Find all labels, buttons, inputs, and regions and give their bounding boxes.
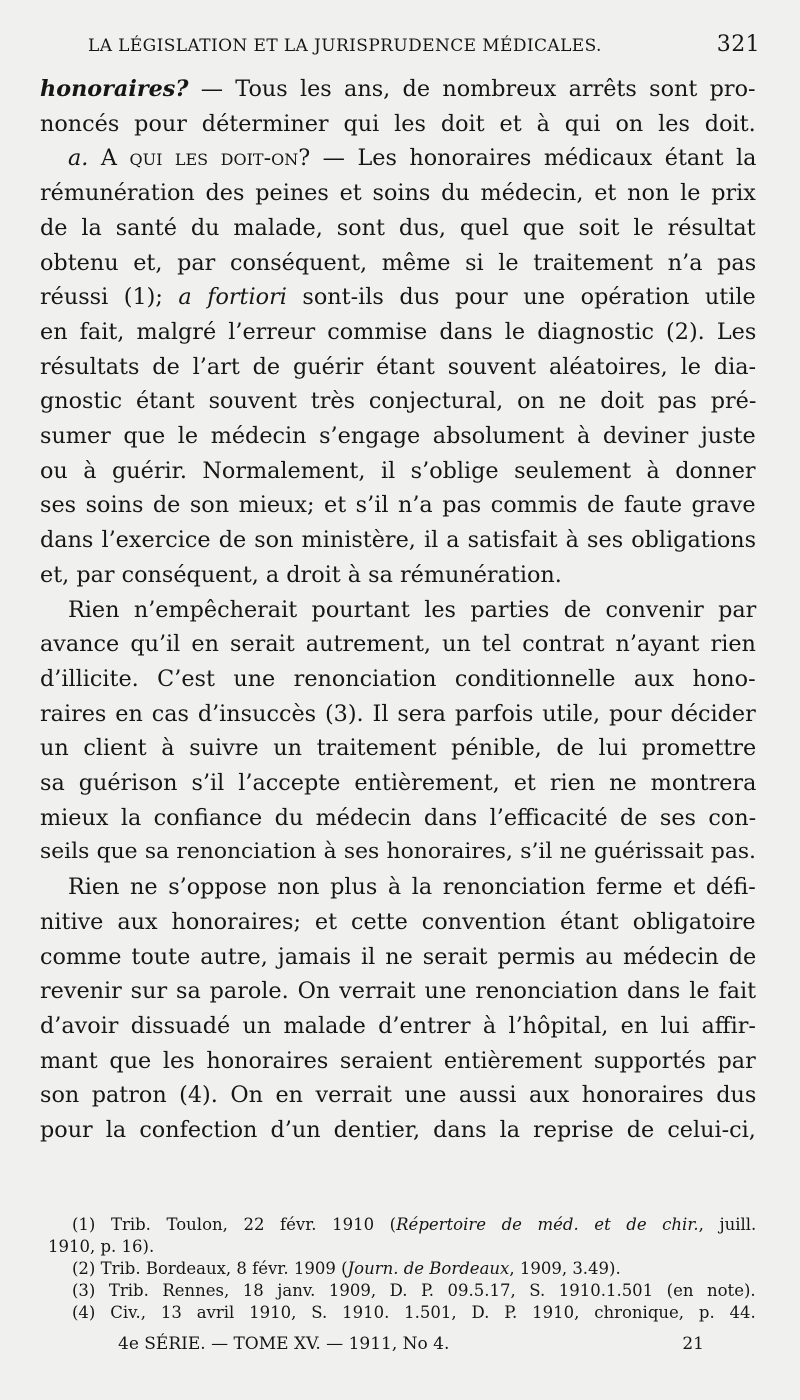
text-line: ses soins de son mieux; et s’il n’a pas commis de faute grave: [40, 492, 756, 519]
footnote-4: (4) Civ., 13 avril 1910, S. 1910. 1.501, D. P. 1910, chronique, p. 44.: [72, 1303, 756, 1322]
footnotes: [48, 1214, 756, 1324]
signature-line: [118, 1334, 704, 1354]
running-head: [88, 32, 760, 57]
running-title: LA LÉGISLATION ET LA JURISPRUDENCE MÉDICALES.: [88, 36, 602, 56]
text-line: raires en cas d’insuccès (3). Il sera parfois utile, pour décider: [40, 700, 756, 727]
text-line: résultats de l’art de guérir étant souvent aléatoires, le dia-: [40, 353, 757, 380]
text-line: un client à suivre un traitement pénible, de lui promettre: [40, 735, 757, 762]
text-line: pour la confection d’un dentier, dans la reprise de celui-ci,: [40, 1117, 756, 1144]
text-run: (2) Trib. Bordeaux, 8 févr. 1909 (: [72, 1259, 348, 1278]
text-run: — Tous les ans, de nombreux arrêts sont pro-: [188, 76, 756, 102]
text-line: [40, 72, 756, 107]
text-line: noncés pour déterminer qui les doit et à qui on les doit.: [40, 110, 756, 137]
text-line: nitive aux honoraires; et cette convention étant obligatoire: [40, 908, 756, 935]
text-run: sont-ils dus pour une opération utile: [286, 284, 756, 311]
footnote-2: [48, 1258, 756, 1280]
journal-title: Répertoire de méd. et de chir.: [396, 1215, 699, 1234]
text-run: réussi (1);: [40, 284, 179, 311]
text-line: de la santé du malade, sont dus, quel que soit le résultat: [40, 214, 756, 241]
text-line: mant que les honoraires seraient entièrement supportés par: [40, 1047, 756, 1074]
text-line: Rien n’empêcherait pourtant les parties de convenir par: [68, 596, 757, 623]
text-run: , 1909, 3.49).: [509, 1259, 621, 1278]
text-line: comme toute autre, jamais il ne serait permis au médecin de: [40, 943, 757, 970]
text-run: (1) Trib. Toulon, 22 févr. 1910 (: [72, 1215, 397, 1234]
text-line: d’avoir dissuadé un malade d’entrer à l’hôpital, en lui affir-: [40, 1012, 756, 1039]
footnote-1-continued: 1910, p. 16).: [48, 1237, 155, 1256]
main-text: [40, 72, 756, 1148]
text-line: seils que sa renonciation à ses honoraires, s’il ne guérissait pas.: [40, 839, 756, 865]
italic-phrase: a fortiori: [178, 284, 287, 311]
text-line: avance qu’il en serait autrement, un tel contrat n’ayant rien: [40, 631, 756, 658]
subsection-title: A qui les doit-on?: [88, 145, 311, 172]
text-run: , juill.: [698, 1215, 757, 1234]
series-volume-info: 4e SÉRIE. — TOME XV. — 1911, No 4.: [118, 1334, 450, 1354]
text-line: sumer que le médecin s’engage absolument à deviner juste: [40, 423, 756, 450]
section-lead: honoraires?: [40, 76, 189, 102]
text-line: ou à guérir. Normalement, il s’oblige seulement à donner: [40, 457, 756, 484]
text-line: en fait, malgré l’erreur commise dans le diagnostic (2). Les: [40, 318, 757, 345]
footnote-3: (3) Trib. Rennes, 18 janv. 1909, D. P. 09.5.17, S. 1910.1.501 (en note).: [72, 1281, 756, 1300]
text-line: sa guérison s’il l’accepte entièrement, et rien ne montrera: [40, 770, 757, 797]
signature-number: 21: [682, 1334, 704, 1354]
text-line: obtenu et, par conséquent, même si le traitement n’a pas: [40, 249, 757, 276]
text-line: gnostic étant souvent très conjectural, on ne doit pas pré-: [40, 388, 757, 415]
subsection-letter: a.: [68, 145, 89, 172]
page-number: 321: [716, 32, 760, 57]
text-line: Rien ne s’oppose non plus à la renonciation ferme et défi-: [68, 874, 756, 901]
text-line: rémunération des peines et soins du médecin, et non le prix: [40, 180, 756, 207]
text-line: [40, 280, 756, 315]
text-line: dans l’exercice de son ministère, il a satisfait à ses obligations: [40, 527, 757, 554]
text-line: mieux la confiance du médecin dans l’efficacité de ses con-: [40, 804, 757, 831]
text-line: d’illicite. C’est une renonciation conditionnelle aux hono-: [40, 665, 756, 692]
journal-title: Journ. de Bordeaux: [347, 1259, 510, 1278]
text-line: et, par conséquent, a droit à sa rémunération.: [40, 561, 562, 588]
text-line: revenir sur sa parole. On verrait une renonciation dans le fait: [40, 978, 757, 1005]
text-line: [40, 141, 756, 176]
text-run: — Les honoraires médicaux étant la: [310, 145, 757, 172]
text-line: son patron (4). On en verrait une aussi aux honoraires dus: [40, 1082, 757, 1109]
footnote-1: [48, 1214, 756, 1236]
